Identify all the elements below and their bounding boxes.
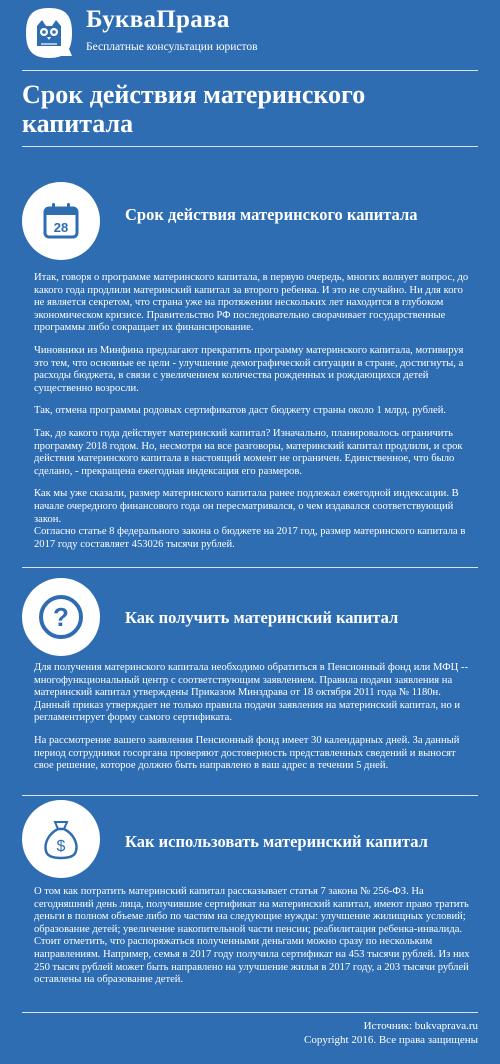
section-title: Как получить материнский капитал [125,608,399,627]
paragraph: О том как потратить материнский капитал рассказывает статья 7 закона № 256-ФЗ. На сегодняшний день лица, получившие сертификат на материнский капитал, имеют право тратить деньги в полном объеме либо по частям на следующие нужды: улучшение жилищных условий; образование детей; увеличение накопительной части пенсии; реабилитация ребенка-инвалида. [34,886,469,935]
footer-source[interactable]: Источник: bukvaprava.ru [363,1020,478,1032]
divider [22,795,478,796]
divider [22,1012,478,1013]
section-text [34,272,470,561]
brand-tagline: Бесплатные консультации юристов [86,41,258,53]
section-title: Как использовать материнский капитал [125,832,428,851]
dollar-glyph: $ [56,838,66,855]
paragraph: Так, отмена программы родовых сертификатов даст бюджету страны около 1 млрд. рублей. [34,405,447,417]
paragraph: Итак, говоря о программе материнского капитала, в первую очередь, многих волнует вопрос, до какого года продлили материнский капитал за второго ребенка. И это не случайно. Ни для кого не является секретом, что страна уже на протяжении нескольких лет находится в глубоком экономическом кризисе. Правительство РФ последовательно сворачивает государственные программы либо сокращает их финансирование. [34,272,469,334]
divider [22,146,478,147]
paragraph: Чиновники из Минфина предлагают прекратить программу материнского капитала, мотивируя это тем, что основные ее цели - улучшение демографической ситуации в стране, достигнуты, а расходы бюджета, в связи с увеличением количества рожденных и рождающихся детей существенно возросли. [34,344,464,394]
question-glyph: ? [53,602,69,632]
divider [22,567,478,568]
calendar-icon [22,182,100,260]
owl-logo-icon[interactable] [22,6,76,60]
calendar-day-number: 28 [53,220,69,235]
section-title: Срок действия материнского капитала [125,205,418,224]
section-text [34,886,470,997]
paragraph: На рассмотрение вашего заявления Пенсионный фонд имеет 30 календарных дней. За данный период сотрудники госоргана проверяют достоверность представленных сведений и выносят свое решение, которое должно быть направлено в ваш адрес в течении 5 дней. [34,734,460,772]
footer-copyright: Copyright 2016. Все права защищены [303,1034,478,1046]
paragraph: Стоит отметить, что распоряжаться полученными деньгами можно сразу по нескольким направлениям. Например, семья в 2017 году получила сертификат на 453 тысячи рублей. Из них 250 тысяч рублей может быть направлено на улучшение жилья в 2017 году, а 203 тысячи рублей оставлены на образование детей. [34,936,470,986]
question-mark-icon [22,578,100,656]
paragraph: Как мы уже сказали, размер материнского капитала ранее подлежал ежегодной индексации. В начале очередного финансового года он пересматривался, о чем издавался соответствующий закон. [34,488,459,525]
money-bag-icon [22,800,100,878]
paragraph: Согласно статье 8 федерального закона о бюджете на 2017 год, размер материнского капитала в 2017 году составляет 453026 тысячи рублей. [34,526,466,550]
site-header [0,0,500,70]
divider [22,70,478,71]
brand-name[interactable]: БукваПрава [86,6,230,33]
section-text [34,662,470,783]
page-title: Срок действия материнского капитала [22,80,366,138]
paragraph: Для получения материнского капитала необходимо обратиться в Пенсионный фонд или МФЦ -- многофункциональный центр с соответствующим заявлением. Правила подачи заявления на материнский капитал утверждены Приказом Минздрава от 18 октября 2011 года № 1180н. Данный приказ утверждает не только правила подачи заявления на материнский капитал, но и регламентирует форму самого сертификата. [34,662,468,724]
paragraph: Так, до какого года действует материнский капитал? Изначально, планировалось ограничить программу 2018 годом. Но, несмотря на все разговоры, материнский капитал продлили, и срок действия материнского капитала в настоящий момент не ограничен. Единственное, что было сделано, - прекращена ежегодная индексация его размеров. [34,427,463,477]
